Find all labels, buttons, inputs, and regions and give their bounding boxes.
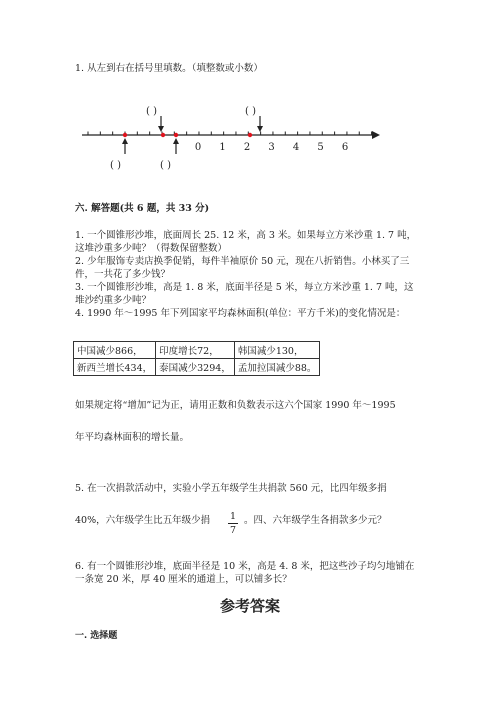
number-line-label: 3 <box>268 142 275 153</box>
number-line-label: 0 <box>194 142 202 153</box>
number-line-label: 2 <box>243 142 251 153</box>
number-line-label: 4 <box>292 142 300 153</box>
section-6-title: 六. 解答题(共 6 题，共 33 分) <box>75 203 210 214</box>
forest-change-table <box>73 341 320 376</box>
answers-subtitle: 一. 选择题 <box>75 631 118 641</box>
number-line-label: 6 <box>341 142 349 153</box>
red-point <box>123 133 127 137</box>
q6-5-line1: 5. 在一次捐款活动中，实验小学五年级学生共捐款 560 元，比四年级多捐 <box>75 483 387 494</box>
q6-4-line4: 年平均森林面积的增长量。 <box>75 432 190 443</box>
q6-6-line1: 6. 有一个圆锥形沙堆，底面半径是 10 米，高是 4. 8 米，把这些沙子均匀地铺在 <box>75 561 415 572</box>
up-arrow-head <box>122 138 128 144</box>
question-1-prompt: 1. 从左到右在括号里填数。（填整数或小数） <box>75 63 263 74</box>
top-bracket: ( ) <box>146 106 157 117</box>
table-cell: 韩国减少130， <box>234 342 320 359</box>
q6-6-line2: 一条宽 20 米，厚 40 厘米的通道上，可以铺多长？ <box>75 574 292 585</box>
bottom-bracket: ( ) <box>110 160 121 171</box>
table-row <box>74 359 320 376</box>
q6-5-line2a: 40%，六年级学生比五年级少捐 <box>75 515 211 526</box>
table-cell: 新西兰增长434， <box>74 359 156 376</box>
number-line-label: 1 <box>219 142 226 153</box>
answers-title: 参考答案 <box>219 597 280 615</box>
table-cell: 孟加拉国减少88。 <box>234 359 320 376</box>
number-line <box>70 98 390 178</box>
table-cell: 中国减少866， <box>74 342 156 359</box>
q6-1-line2: 这堆沙重多少吨？（得数保留整数） <box>75 243 228 254</box>
q6-4-line3: 如果规定将“增加”记为正，请用正数和负数表示这六个国家 1990 年～1995 <box>75 400 396 411</box>
q6-4-line1: 4. 1990 年～1995 年下列国家平均森林面积(单位：平方千米)的变化情况是： <box>75 308 406 319</box>
fraction-denominator: 7 <box>229 525 237 536</box>
red-point <box>248 133 252 137</box>
table-row <box>74 342 320 359</box>
q6-1-line1: 1. 一个圆锥形沙堆，底面周长 25. 12 米，高 3 米。如果每立方米沙重 1. 7 吨， <box>75 230 417 241</box>
fraction-one-seventh <box>228 511 238 536</box>
q6-2-line1: 2. 少年服饰专卖店换季促销，每件半袖原价 50 元，现在八折销售。小林买了三 <box>75 256 410 267</box>
q6-3-line1: 3. 一个圆锥形沙堆，高是 1. 8 米，底面半径是 5 米，每立方米沙重 1. 7 吨，这 <box>75 282 414 293</box>
down-arrow-head <box>257 126 263 132</box>
top-bracket: ( ) <box>245 106 256 117</box>
up-arrow-head <box>173 138 179 144</box>
red-point <box>161 133 165 137</box>
q6-3-line2: 堆沙约重多少吨？ <box>75 295 152 306</box>
fraction-numerator: 1 <box>229 511 237 522</box>
fraction-bar <box>228 523 238 524</box>
table-cell: 泰国减少3294， <box>156 359 235 376</box>
q6-5-line2b: 。四、六年级学生各捐款多少元？ <box>244 515 387 526</box>
number-line-label: 5 <box>317 142 324 153</box>
red-point <box>174 133 178 137</box>
down-arrow-head <box>158 126 164 132</box>
bottom-bracket: ( ) <box>160 160 171 171</box>
q6-2-line2: 件，一共花了多少钱？ <box>75 269 171 280</box>
number-line-arrowhead <box>372 131 380 139</box>
table-cell: 印度增长72， <box>156 342 235 359</box>
